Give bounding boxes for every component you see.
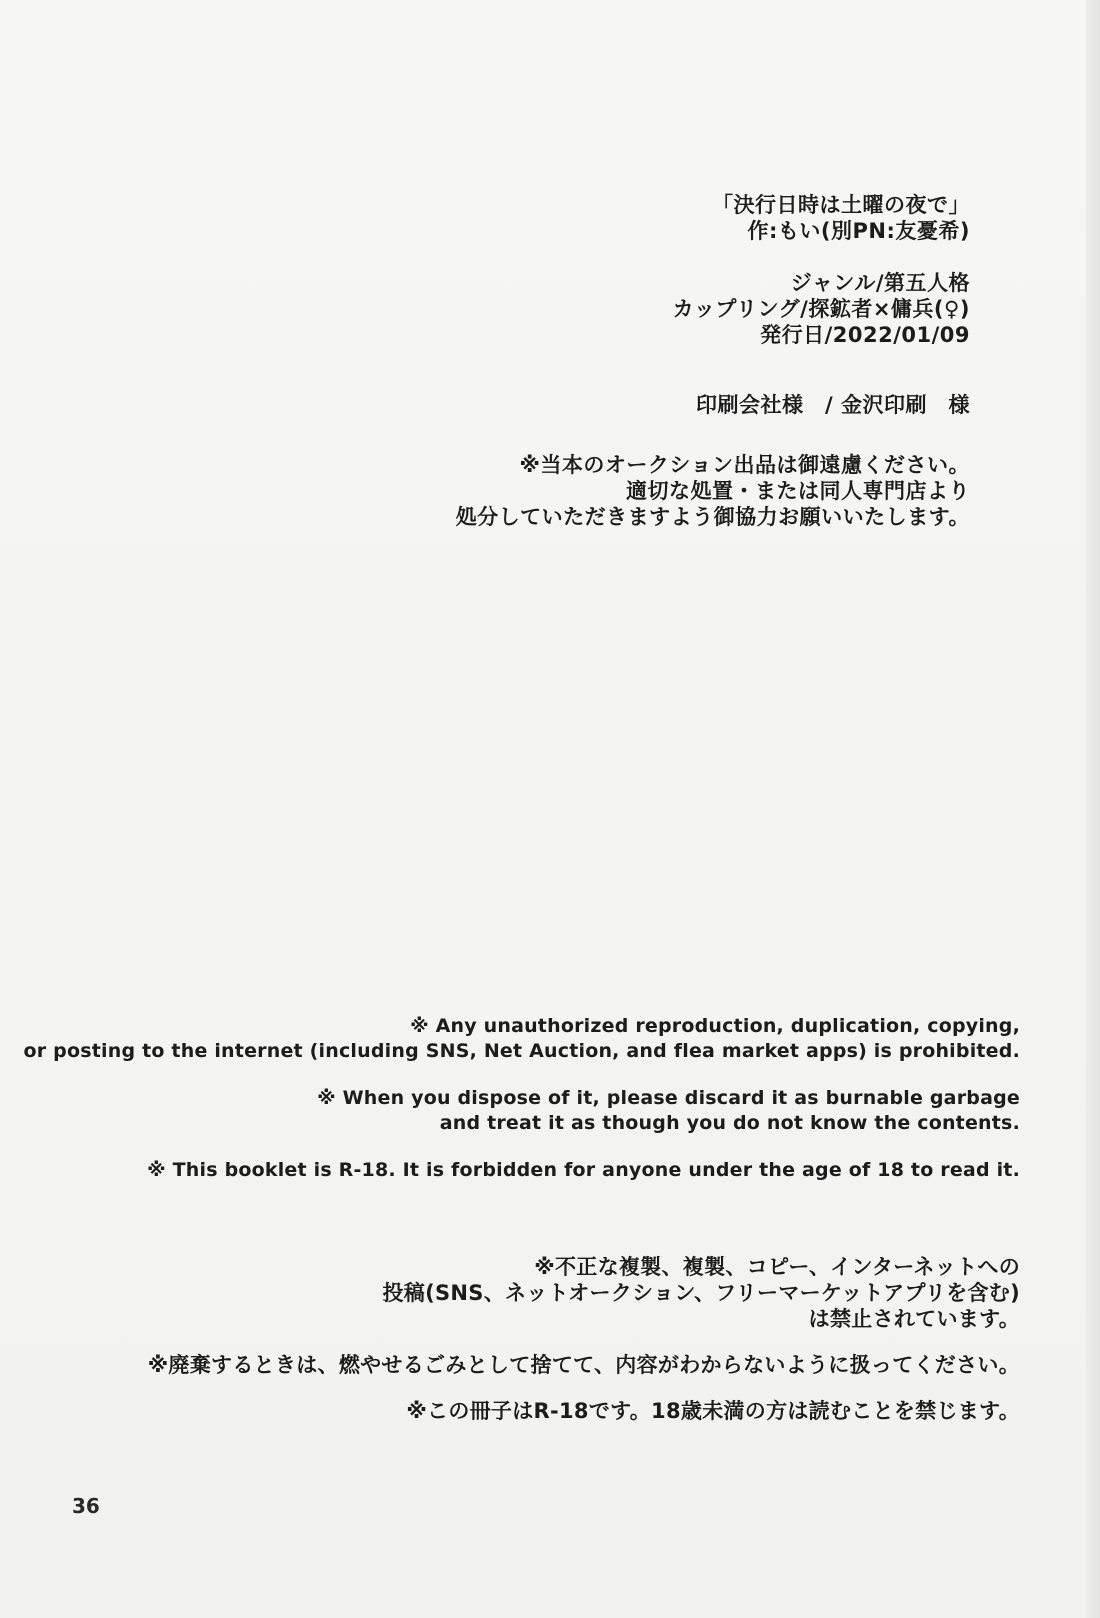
book-title: 「決行日時は土曜の夜で」 <box>712 193 970 217</box>
japanese-notice-reproduction <box>148 1254 1020 1332</box>
page-edge-shadow <box>1086 0 1100 1618</box>
page-number: 36 <box>72 1494 100 1518</box>
notice-line: ※ Any unauthorized reproduction, duplication, copying, <box>410 1015 1020 1037</box>
english-notice-age-restriction <box>24 1158 1020 1183</box>
english-notice-disposal <box>24 1086 1020 1136</box>
notice-line: ※この冊子はR-18です。18歳未満の方は読むことを禁じます。 <box>406 1399 1020 1423</box>
english-notice-reproduction <box>24 1014 1020 1064</box>
notice-line: ※廃棄するときは、燃やせるごみとして捨てて、内容がわからないように扱ってください。 <box>147 1353 1020 1377</box>
notice-line: 投稿(SNS、ネットオークション、フリーマーケットアプリを含む) <box>382 1281 1020 1305</box>
notice-line: ※不正な複製、複製、コピー、インターネットへの <box>534 1255 1020 1279</box>
publish-date-line: 発行日/2022/01/09 <box>760 323 970 347</box>
author-line: 作:もい(別PN:友憂希) <box>747 219 970 243</box>
auction-notice-line: 処分していただきますよう御協力お願いいたします。 <box>455 505 970 529</box>
coupling-line: カップリング/探鉱者×傭兵(♀) <box>672 297 970 321</box>
japanese-notice-disposal <box>148 1352 1020 1378</box>
japanese-notice-age-restriction <box>148 1398 1020 1424</box>
japanese-notices <box>148 1254 1020 1444</box>
colophon <box>456 192 970 530</box>
notice-line: or posting to the internet (including SNS, Net Auction, and flea market apps) is prohibited. <box>23 1040 1020 1062</box>
printer-line: 印刷会社様 / 金沢印刷 様 <box>696 393 970 417</box>
notice-line: ※ When you dispose of it, please discard it as burnable garbage <box>317 1087 1020 1109</box>
genre-line: ジャンル/第五人格 <box>790 271 970 295</box>
auction-notice-line: ※当本のオークション出品は御遠慮ください。 <box>519 453 970 477</box>
notice-line: and treat it as though you do not know the contents. <box>439 1112 1020 1134</box>
english-notices <box>24 1014 1020 1205</box>
notice-line: は禁止されています。 <box>808 1307 1020 1331</box>
auction-notice-line: 適切な処置・または同人専門店より <box>626 479 970 503</box>
notice-line: ※ This booklet is R-18. It is forbidden for anyone under the age of 18 to read it. <box>147 1159 1020 1181</box>
